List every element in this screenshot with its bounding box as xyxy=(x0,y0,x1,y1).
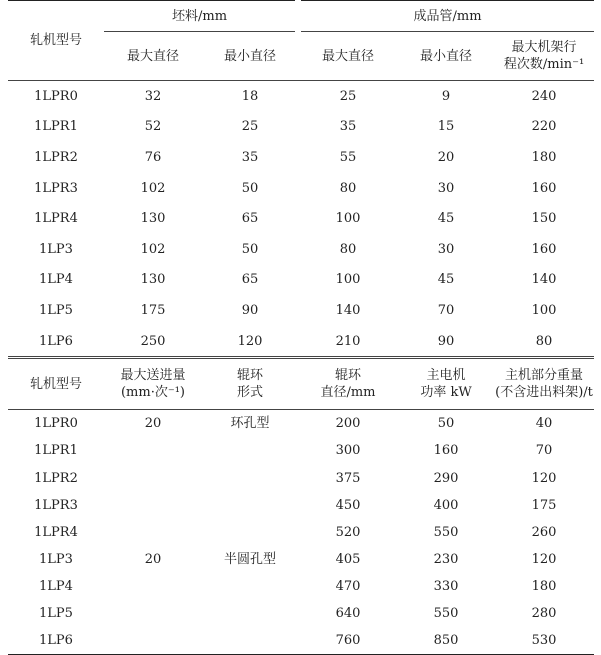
table-cell: 450 xyxy=(335,497,361,513)
header-roll-diameter: 辊环 直径/mm xyxy=(298,358,398,410)
table-cell: 120 xyxy=(531,470,557,486)
table-cell: 120 xyxy=(237,333,263,349)
table-cell: 25 xyxy=(241,119,259,135)
table-cell: 300 xyxy=(335,443,361,459)
table-cell xyxy=(202,465,298,492)
table-cell: 30 xyxy=(437,180,455,196)
table-cell: 550 xyxy=(433,606,459,622)
table-cell: 180 xyxy=(531,578,557,594)
table-row xyxy=(8,234,594,265)
table-row xyxy=(8,142,594,173)
table-row xyxy=(8,203,594,234)
table-cell: 130 xyxy=(140,211,166,227)
table-row xyxy=(8,112,594,143)
table-cell: 100 xyxy=(335,211,361,227)
cell-model: 1LPR4 xyxy=(34,211,78,227)
header-product-group: 成品管/mm xyxy=(298,1,594,32)
header-model: 轧机型号 xyxy=(8,358,104,410)
table-cell: 30 xyxy=(437,241,455,257)
table-cell: 160 xyxy=(433,443,459,459)
table-cell: 100 xyxy=(531,302,557,318)
table-cell: 45 xyxy=(437,272,455,288)
table-cell: 400 xyxy=(433,497,459,513)
billet-product-table xyxy=(8,0,594,356)
table-cell: 102 xyxy=(140,241,166,257)
header-model: 轧机型号 xyxy=(8,1,104,81)
table-cell: 76 xyxy=(144,149,162,165)
cell-model: 1LPR1 xyxy=(34,443,78,459)
table-cell: 25 xyxy=(339,88,357,104)
table-row xyxy=(8,81,594,112)
table-cell: 80 xyxy=(535,333,553,349)
table-cell: 55 xyxy=(339,149,357,165)
cell-model: 1LPR3 xyxy=(34,497,78,513)
header-billet-group: 坯料/mm xyxy=(104,1,298,32)
table-cell: 250 xyxy=(140,333,166,349)
table-cell: 290 xyxy=(433,470,459,486)
table-cell: 330 xyxy=(433,578,459,594)
table-cell: 175 xyxy=(531,497,557,513)
header-weight: 主机部分重量 (不含进出料架)/t xyxy=(494,358,594,410)
table-cell: 180 xyxy=(531,149,557,165)
table-cell: 220 xyxy=(531,119,557,135)
header-billet-max: 最大直径 xyxy=(104,32,202,81)
cell-model: 1LPR2 xyxy=(34,470,78,486)
table-cell: 70 xyxy=(535,443,553,459)
table-cell: 530 xyxy=(494,627,594,655)
table-cell: 70 xyxy=(437,302,455,318)
table-cell: 520 xyxy=(335,524,361,540)
table-cell xyxy=(202,627,298,655)
header-product-max: 最大直径 xyxy=(298,32,398,81)
table-row xyxy=(8,465,594,492)
header-feed: 最大送进量 (mm·次⁻¹) xyxy=(104,358,202,410)
table-cell: 120 xyxy=(531,551,557,567)
cell-model: 1LP3 xyxy=(39,241,73,257)
table-cell: 65 xyxy=(241,211,259,227)
table-cell: 40 xyxy=(535,416,553,432)
table-cell: 45 xyxy=(437,211,455,227)
cell-model: 1LPR1 xyxy=(34,119,78,135)
cell-model: 1LPR0 xyxy=(34,88,78,104)
table-cell: 100 xyxy=(335,272,361,288)
table-cell: 35 xyxy=(241,149,259,165)
cell-model: 1LP5 xyxy=(39,302,73,318)
table-cell: 210 xyxy=(335,333,361,349)
table-cell: 140 xyxy=(335,302,361,318)
table-row xyxy=(8,546,594,573)
cell-model: 1LP4 xyxy=(39,272,73,288)
table-row xyxy=(8,295,594,326)
table-cell: 80 xyxy=(339,180,357,196)
table-cell: 160 xyxy=(531,241,557,257)
table-cell xyxy=(104,627,202,655)
table-cell: 50 xyxy=(437,416,455,432)
cell-model: 1LPR3 xyxy=(34,180,78,196)
table-cell: 32 xyxy=(144,88,162,104)
table-cell: 80 xyxy=(339,241,357,257)
table-cell xyxy=(104,573,202,600)
table-cell: 405 xyxy=(335,551,361,567)
header-roll-type: 辊环 形式 xyxy=(202,358,298,410)
table-cell: 240 xyxy=(531,88,557,104)
table-cell: 35 xyxy=(339,119,357,135)
table-cell: 15 xyxy=(437,119,455,135)
table-cell: 环孔型 xyxy=(230,416,270,432)
table-row xyxy=(8,519,594,546)
table-row xyxy=(8,573,594,600)
table-row xyxy=(8,600,594,627)
table-cell: 65 xyxy=(241,272,259,288)
table-row xyxy=(8,492,594,519)
table-cell: 550 xyxy=(433,524,459,540)
table-cell: 160 xyxy=(531,180,557,196)
table-cell xyxy=(104,437,202,464)
table-cell: 150 xyxy=(531,211,557,227)
table-cell: 200 xyxy=(335,416,361,432)
table-cell: 半圆孔型 xyxy=(223,551,276,567)
table-cell: 230 xyxy=(433,551,459,567)
cell-model: 1LP5 xyxy=(39,606,73,622)
table-cell xyxy=(104,519,202,546)
table-row xyxy=(8,627,594,655)
roll-motor-table xyxy=(8,356,594,655)
header-motor-power: 主电机 功率 kW xyxy=(398,358,494,410)
table-row xyxy=(8,326,594,357)
table-cell: 52 xyxy=(144,119,162,135)
table-cell: 18 xyxy=(241,88,259,104)
table-cell: 140 xyxy=(531,272,557,288)
table-cell: 50 xyxy=(241,241,259,257)
table-row xyxy=(8,173,594,204)
table-cell: 760 xyxy=(298,627,398,655)
table-cell: 20 xyxy=(144,551,162,567)
cell-model: 1LPR0 xyxy=(34,416,78,432)
table-cell xyxy=(202,573,298,600)
cell-model: 1LP6 xyxy=(8,627,104,655)
table-row xyxy=(8,410,594,438)
table-cell: 375 xyxy=(335,470,361,486)
table-cell xyxy=(202,600,298,627)
table-cell: 130 xyxy=(140,272,166,288)
table-cell: 20 xyxy=(144,416,162,432)
spec-document xyxy=(8,0,594,655)
table-cell xyxy=(104,600,202,627)
table-cell: 850 xyxy=(398,627,494,655)
table-cell xyxy=(104,465,202,492)
header-billet-min: 最小直径 xyxy=(202,32,298,81)
table-cell: 280 xyxy=(531,606,557,622)
table-row xyxy=(8,437,594,464)
table-cell xyxy=(202,437,298,464)
table-row xyxy=(8,265,594,296)
table-cell: 90 xyxy=(241,302,259,318)
table-cell xyxy=(202,492,298,519)
table-cell: 9 xyxy=(441,88,451,104)
table-cell xyxy=(104,492,202,519)
table-cell xyxy=(202,519,298,546)
table-cell: 90 xyxy=(437,333,455,349)
table-cell: 20 xyxy=(437,149,455,165)
cell-model: 1LPR2 xyxy=(34,149,78,165)
table-cell: 470 xyxy=(335,578,361,594)
table-cell: 175 xyxy=(140,302,166,318)
table-cell: 640 xyxy=(335,606,361,622)
cell-model: 1LP6 xyxy=(39,333,73,349)
cell-model: 1LP3 xyxy=(39,551,73,567)
header-stroke-rate: 最大机架行 程次数/min⁻¹ xyxy=(494,32,594,81)
header-product-min: 最小直径 xyxy=(398,32,494,81)
cell-model: 1LPR4 xyxy=(34,524,78,540)
table-cell: 50 xyxy=(241,180,259,196)
cell-model: 1LP4 xyxy=(39,578,73,594)
table-cell: 102 xyxy=(140,180,166,196)
table-cell: 260 xyxy=(531,524,557,540)
